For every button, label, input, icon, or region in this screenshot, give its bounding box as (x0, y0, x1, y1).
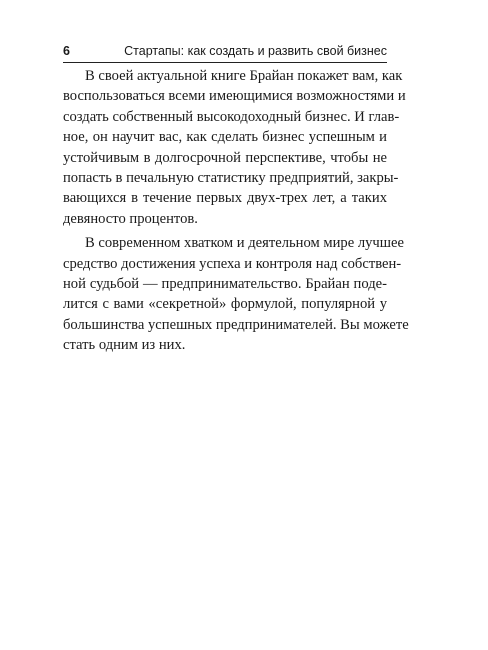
paragraph-1 (63, 66, 406, 229)
paragraph-2 (63, 233, 409, 355)
header-rule (63, 62, 387, 63)
text-line: девяносто процентов. (63, 210, 198, 227)
text-line: создать собственный высокодоходный бизнес. И глав- (63, 108, 400, 125)
text-line: вающихся в течение первых двух-трех лет, а таких (63, 190, 387, 207)
text-line: большинства успешных предпринимателей. Вы можете (63, 316, 409, 333)
text-line: лится с вами «секретной» формулой, популярной у (63, 296, 387, 313)
text-line: ной судьбой — предпринимательство. Брайан поде- (63, 275, 387, 292)
body-text (63, 66, 409, 355)
text-line: В современном хватком и деятельном мире лучшее (85, 235, 404, 252)
text-line: ное, он научит вас, как сделать бизнес успешным и (63, 129, 387, 146)
text-line: стать одним из них. (63, 337, 186, 354)
text-line: устойчивым в долгосрочной перспективе, чтобы не (63, 149, 387, 166)
text-line: попасть в печальную статистику предприятий, закры- (63, 169, 399, 186)
text-line: воспользоваться всеми имеющимися возможностями и (63, 88, 406, 105)
running-title: Стартапы: как создать и развить свой бизнес (124, 44, 387, 58)
text-line: средство достижения успеха и контроля над собствен- (63, 255, 402, 272)
page-number: 6 (63, 44, 70, 58)
text-line: В своей актуальной книге Брайан покажет вам, как (85, 68, 403, 84)
running-head (63, 44, 387, 64)
